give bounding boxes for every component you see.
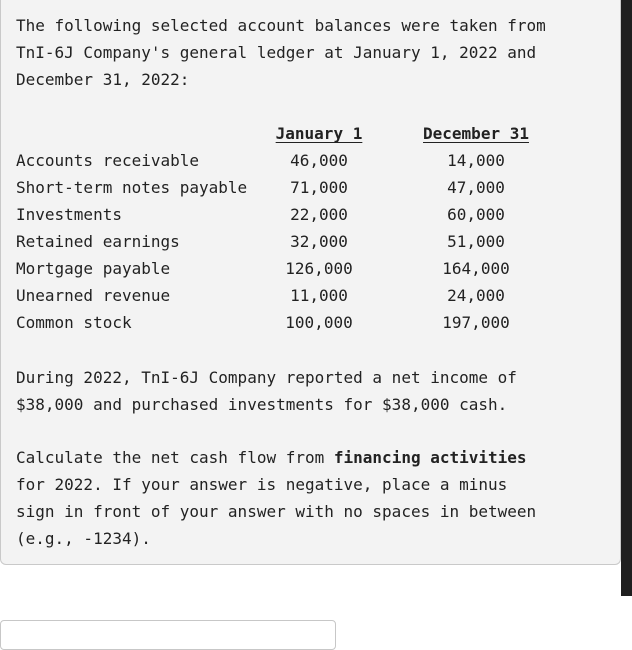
row-dec-value: 24,000 [447, 286, 505, 305]
row-dec-value: 47,000 [447, 178, 505, 197]
row-label: Unearned revenue [16, 286, 171, 305]
question-emphasis: financing activities [333, 448, 527, 467]
row-dec-value: 164,000 [442, 259, 510, 278]
info-paragraph: During 2022, TnI-6J Company reported a net income of $38,000 and purchased investments for $38,000 cash. [16, 368, 517, 414]
question-paragraph [16, 444, 596, 552]
question-text-after: for 2022. If your answer is negative, place a minus sign in front of your answer with no spaces in between (e.g., -1234). [16, 475, 537, 548]
row-label: Mortgage payable [16, 259, 171, 278]
question-text-before: Calculate the net cash flow from [16, 448, 334, 467]
table-row [16, 282, 576, 309]
row-jan-value: 11,000 [290, 286, 348, 305]
table-row [16, 147, 576, 174]
row-jan-value: 100,000 [285, 313, 353, 332]
row-label: Common stock [16, 313, 132, 332]
scrollbar[interactable] [621, 0, 632, 596]
table-row [16, 309, 576, 336]
table-row [16, 228, 576, 255]
row-dec-value: 14,000 [447, 151, 505, 170]
row-dec-value: 60,000 [447, 205, 505, 224]
table-row [16, 255, 576, 282]
table-row [16, 201, 576, 228]
row-dec-value: 197,000 [442, 313, 510, 332]
intro-paragraph: The following selected account balances were taken from TnI-6J Company's general ledger at January 1, 2022 and December 31, 2022: [16, 16, 546, 89]
row-dec-value: 51,000 [447, 232, 505, 251]
table-header-row [16, 120, 576, 147]
table-row [16, 174, 576, 201]
row-jan-value: 32,000 [290, 232, 348, 251]
row-jan-value: 46,000 [290, 151, 348, 170]
row-jan-value: 71,000 [290, 178, 348, 197]
row-label: Accounts receivable [16, 151, 200, 170]
row-jan-value: 22,000 [290, 205, 348, 224]
answer-input[interactable] [0, 620, 336, 650]
row-jan-value: 126,000 [285, 259, 353, 278]
row-label: Short-term notes payable [16, 178, 248, 197]
row-label: Retained earnings [16, 232, 180, 251]
header-january-1: January 1 [275, 124, 363, 143]
row-label: Investments [16, 205, 122, 224]
balances-table [16, 120, 576, 336]
header-december-31: December 31 [423, 124, 529, 143]
